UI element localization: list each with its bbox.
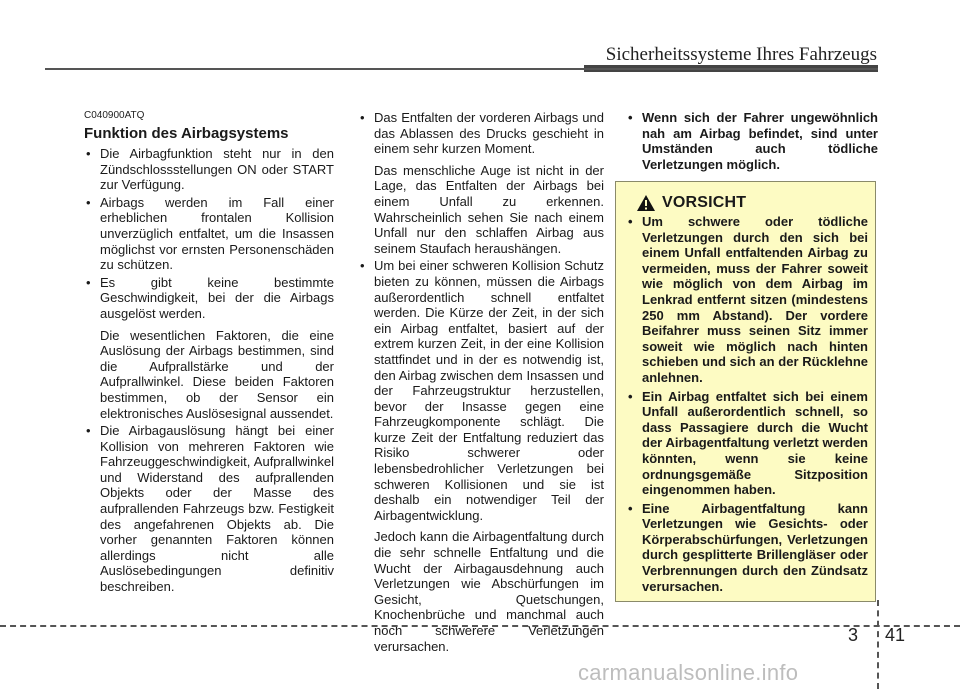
warning-title: VORSICHT — [662, 194, 747, 211]
bullet-list-left — [84, 146, 334, 595]
list-item: • Das Entfalten der vorderen Airbags und das Ablassen des Drucks geschieht in einem sehr kurzen Moment. Das menschliche Auge ist nicht in der Lage, das Entfalten der Airbags bei einem Unfall zu erkennen. Wahrscheinlich sehen Sie nach einem Unfall nur den schlaffen Airbag aus seinem Staufach heraushängen. — [358, 110, 604, 256]
list-item-paragraph: Die wesentlichen Faktoren, die eine Auslösung der Airbags bestimmen, sind die Aufprallstärke und der Aufprallwinkel. Diese beiden Faktoren bestimmen, ob der Sensor ein elektronisches Auslösesignal aussendet. — [100, 327, 334, 421]
list-item: • Um schwere oder tödliche Verletzungen durch den sich bei einem Unfall entfaltenden Airbag zu vermeiden, muss der Fahrer soweit wie möglich von dem Airbag im Lenkrad entfernt sitzen (mindestens 250 mm Abstand). Der vordere Beifahrer muss seinen Sitz immer soweit wie möglich nach hinten schieben und sich an der Rücklehne anlehnen. — [626, 214, 868, 386]
header-rule — [45, 68, 878, 70]
page-number: 41 — [885, 625, 906, 645]
list-item: • Airbags werden im Fall einer erheblichen frontalen Kollision unverzüglich entfaltet, um die Insassen möglichst vor ernsten Personenschäden zu schützen. — [84, 195, 334, 273]
list-item: • Die Airbagauslösung hängt bei einer Kollision von mehreren Faktoren wie Fahrzeuggeschwindigkeit, Aufprallwinkel und Widerstand des aufprallenden Objekts oder der Masse des aufprallenden Fahrzeugs bzw. Festigkeit des angefahrenen Objekts ab. Die vorher genannten Faktoren können allerdings nicht alle Auslösebedingungen definitiv beschreiben. — [84, 423, 334, 595]
column-left — [84, 110, 334, 597]
list-item: • Es gibt keine bestimmte Geschwindigkeit, bei der die Airbags ausgelöst werden. Die wesentlichen Faktoren, die eine Auslösung der Airbags bestimmen, sind die Aufprallstärke und der Aufprallwinkel. Diese beiden Faktoren bestimmen, ob der Sensor ein elektronisches Auslösesignal aussendet. — [84, 275, 334, 421]
warning-box — [615, 181, 876, 602]
list-item: • Eine Airbagentfaltung kann Verletzungen wie Gesichts- oder Körperabschürfungen, Verletzungen durch gesplitterte Brillengläser oder Verbrennungen durch den Zündsatz verursachen. — [626, 501, 868, 595]
running-header: Sicherheitssysteme Ihres Fahrzeugs — [605, 44, 877, 65]
column-middle — [358, 110, 604, 656]
section-code: C040900ATQ — [84, 110, 145, 121]
footer-divider — [877, 600, 879, 689]
list-item: • Wenn sich der Fahrer ungewöhnlich nah am Airbag befindet, sind unter Umständen auch tödliche Verletzungen möglich. — [626, 110, 878, 172]
list-item-paragraph: Jedoch kann die Airbagentfaltung durch die sehr schnelle Entfaltung und die Wucht der Airbagausdehnung auch Verletzungen wie Abschürfungen im Gesicht, Quetschungen, Knochenbrüche und manchmal auch noch schwerere Verletzungen verursachen. — [374, 529, 604, 654]
list-item: • Die Airbagfunktion steht nur in den Zündschlossstellungen ON oder START zur Verfügung. — [84, 146, 334, 193]
warning-header — [636, 194, 746, 212]
bullet-list-middle — [358, 110, 604, 654]
list-item-paragraph: Das menschliche Auge ist nicht in der Lage, das Entfalten der Airbags bei einem Unfall zu erkennen. Wahrscheinlich sehen Sie nach einem Unfall nur den schlaffen Airbag aus seinem Staufach heraushängen. — [374, 162, 604, 256]
list-item: • Ein Airbag entfaltet sich bei einem Unfall außerordentlich schnell, so dass Passagiere durch die Wucht der Airbagentfaltung verletzt werden könnten, wenn sie keine ordnungsgemäße Sitzposition eingenommen haben. — [626, 389, 868, 498]
warning-triangle-icon — [636, 194, 656, 212]
warning-list — [626, 214, 868, 597]
footer-rule — [0, 625, 960, 627]
chapter-number: 3 — [848, 625, 859, 645]
list-item: • Um bei einer schweren Kollision Schutz bieten zu können, müssen die Airbags außerordentlich schnell entfaltet werden. Die Kürze der Zeit, in der sich ein Airbag entfaltet, basiert auf der extrem kurzen Zeit, in der eine Kollision stattfindet und in der es notwendig ist, den Airbag zwischen dem Insassen und der Fahrzeugstruktur herzustellen, bevor der Insasse gegen eine Fahrzeugkomponente schlägt. Die kurze Zeit der Entfaltung reduziert das Risiko schwerer oder lebensbedrohlicher Verletzungen bei schweren Kollisionen und sie ist deshalb ein notwendiger Teil der Airbagentwicklung. Jedoch kann die Airbagentfaltung durch die sehr schnelle Entfaltung und die Wucht der Airbagausdehnung auch Verletzungen wie Abschürfungen im Gesicht, Quetschungen, Knochenbrüche und manchmal auch noch schwerere Verletzungen verursachen. — [358, 258, 604, 654]
column-right — [626, 110, 878, 174]
bullet-list-right — [626, 110, 878, 172]
watermark: carmanualsonline.info — [578, 660, 799, 685]
section-title: Funktion des Airbagsystems — [84, 125, 289, 142]
